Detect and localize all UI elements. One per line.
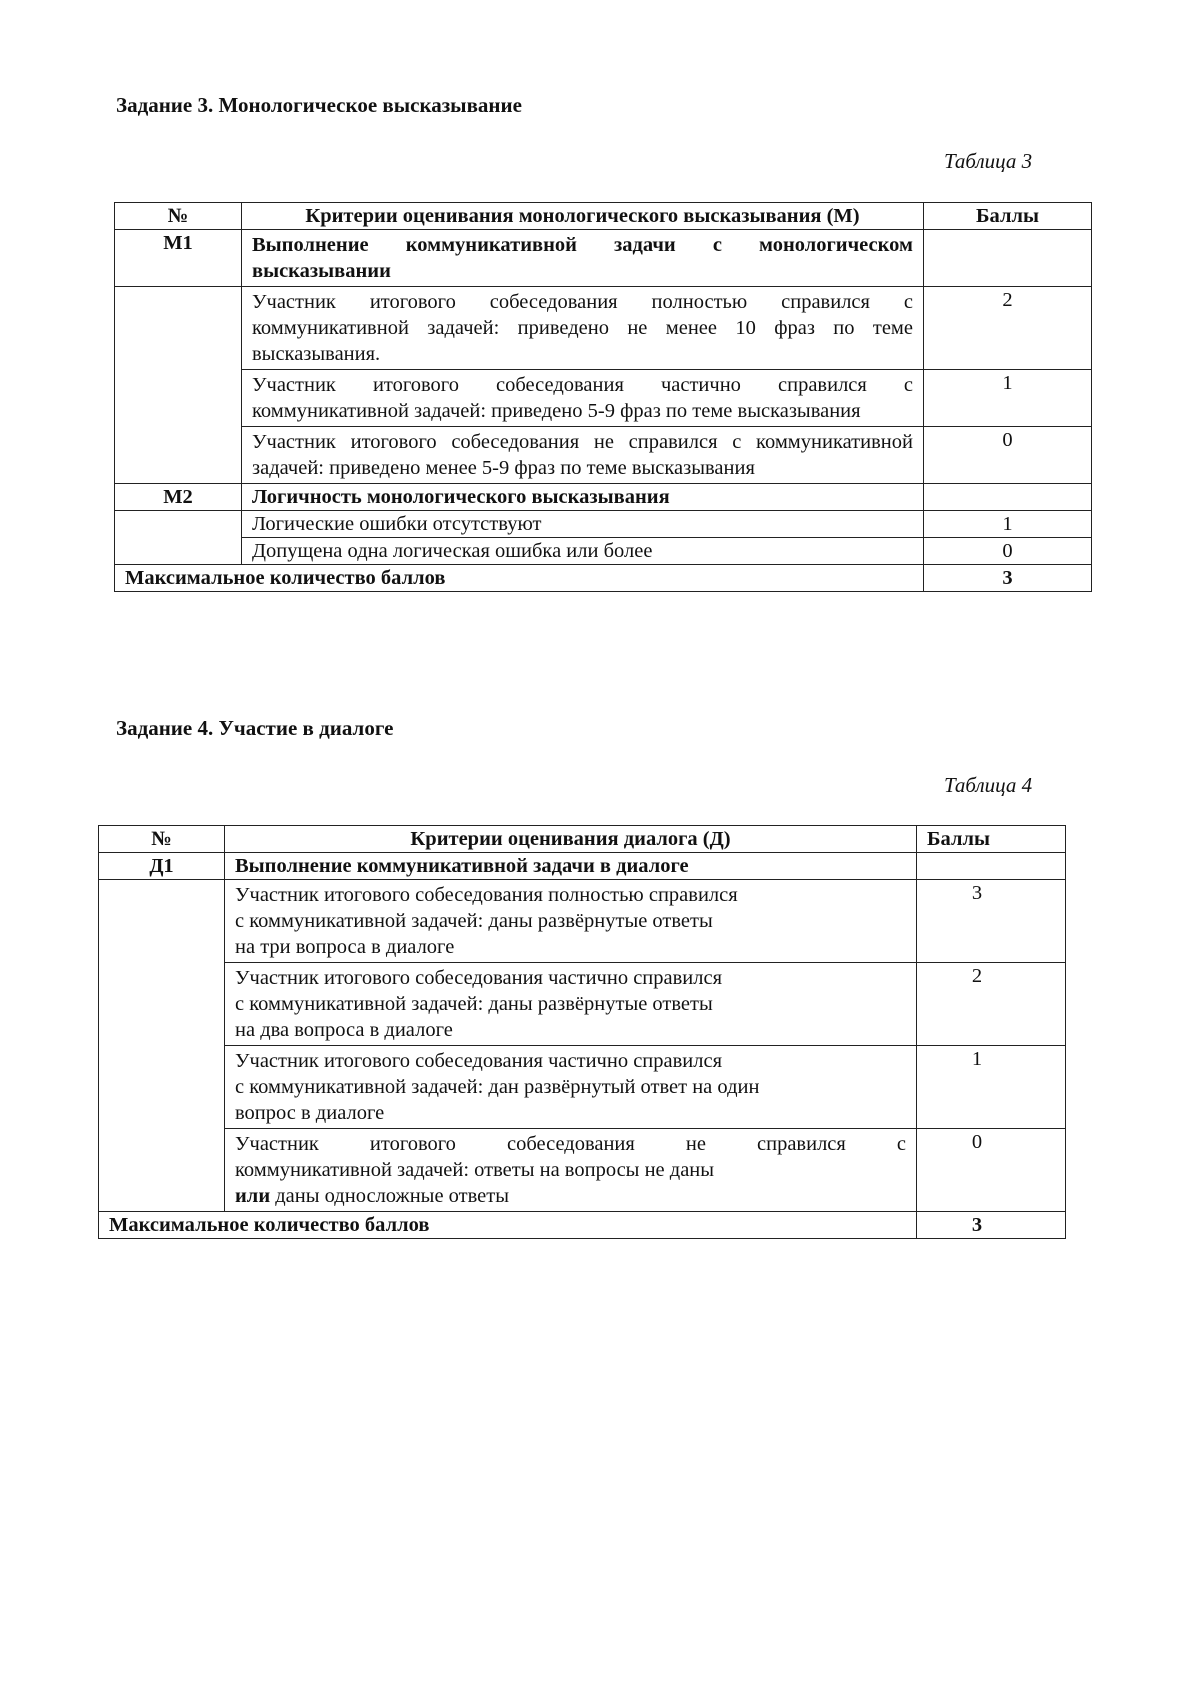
criteria-text: Допущена одна логическая ошибка или более bbox=[242, 538, 924, 565]
d1-code: Д1 bbox=[99, 853, 225, 880]
m2-row bbox=[115, 484, 1092, 511]
table-row bbox=[115, 511, 1092, 538]
m1-num-empty bbox=[115, 287, 242, 484]
m2-code: М2 bbox=[115, 484, 242, 511]
criteria-text: Участник итогового собеседования частично справился с коммуникативной задачей: приведено 5-9 фраз по теме высказывания bbox=[242, 370, 924, 427]
criteria-text bbox=[225, 880, 917, 963]
m1-title: Выполнение коммуникативной задачи с монологическом высказывании bbox=[242, 230, 924, 287]
table-row bbox=[115, 287, 1092, 370]
criteria-line: Участник итогового собеседования полностью справился bbox=[235, 884, 738, 906]
criteria-line: Участник итогового собеседования частично справился bbox=[235, 967, 723, 989]
col-criteria-header: Критерии оценивания монологического высказывания (М) bbox=[242, 203, 924, 230]
criteria-line: Участник итогового собеседования частично справился bbox=[235, 1050, 723, 1072]
points-value: 1 bbox=[924, 511, 1092, 538]
col-num-header: № bbox=[115, 203, 242, 230]
points-value: 0 bbox=[924, 427, 1092, 484]
criteria-emphasis: или bbox=[235, 1185, 271, 1207]
criteria-line: с коммуникативной задачей: даны развёрнутые ответы bbox=[235, 910, 713, 932]
criteria-text bbox=[225, 963, 917, 1046]
table-row bbox=[99, 1046, 1066, 1129]
m1-points-empty bbox=[924, 230, 1092, 287]
max-value: 3 bbox=[917, 1212, 1066, 1239]
points-value: 1 bbox=[924, 370, 1092, 427]
criteria-text: Участник итогового собеседования полностью справился с коммуникативной задачей: приведено не менее 10 фраз по теме высказывания. bbox=[242, 287, 924, 370]
d1-points-empty bbox=[917, 853, 1066, 880]
max-row bbox=[115, 565, 1092, 592]
max-label: Максимальное количество баллов bbox=[115, 565, 924, 592]
m2-title: Логичность монологического высказывания bbox=[242, 484, 924, 511]
m2-points-empty bbox=[924, 484, 1092, 511]
criteria-line-rest: даны односложные ответы bbox=[270, 1185, 509, 1207]
table-row bbox=[115, 427, 1092, 484]
d1-title: Выполнение коммуникативной задачи в диалоге bbox=[225, 853, 917, 880]
table3-header-row bbox=[115, 203, 1092, 230]
d1-num-empty bbox=[99, 880, 225, 1212]
table4-header-row bbox=[99, 826, 1066, 853]
criteria-line bbox=[235, 1183, 906, 1209]
col-points-header: Баллы bbox=[917, 826, 1066, 853]
m1-code: М1 bbox=[115, 230, 242, 287]
max-value: 3 bbox=[924, 565, 1092, 592]
task4-heading: Задание 4. Участие в диалоге bbox=[116, 716, 394, 740]
points-value: 0 bbox=[924, 538, 1092, 565]
criteria-line: коммуникативной задачей: ответы на вопросы не даны bbox=[235, 1159, 715, 1181]
points-value: 3 bbox=[917, 880, 1066, 963]
table-row bbox=[99, 1129, 1066, 1212]
criteria-text: Логические ошибки отсутствуют bbox=[242, 511, 924, 538]
points-value: 0 bbox=[917, 1129, 1066, 1212]
m1-row bbox=[115, 230, 1092, 287]
criteria-line: Участник итогового собеседования не справился с bbox=[235, 1133, 906, 1155]
criteria-text bbox=[225, 1046, 917, 1129]
points-value: 1 bbox=[917, 1046, 1066, 1129]
col-points-header: Баллы bbox=[924, 203, 1092, 230]
max-row bbox=[99, 1212, 1066, 1239]
table-row bbox=[115, 538, 1092, 565]
table4 bbox=[98, 825, 1066, 1239]
table4-caption: Таблица 4 bbox=[944, 773, 1033, 797]
table3 bbox=[114, 202, 1092, 592]
criteria-line: с коммуникативной задачей: дан развёрнутый ответ на один bbox=[235, 1076, 760, 1098]
criteria-line: на два вопроса в диалоге bbox=[235, 1019, 453, 1041]
criteria-text: Участник итогового собеседования не справился с коммуникативной задачей: приведено менее 5-9 фраз по теме высказывания bbox=[242, 427, 924, 484]
m2-num-empty bbox=[115, 511, 242, 565]
max-label: Максимальное количество баллов bbox=[99, 1212, 917, 1239]
points-value: 2 bbox=[924, 287, 1092, 370]
criteria-line: с коммуникативной задачей: даны развёрнутые ответы bbox=[235, 993, 713, 1015]
table-row bbox=[115, 370, 1092, 427]
task3-heading: Задание 3. Монологическое высказывание bbox=[116, 93, 522, 117]
criteria-line: вопрос в диалоге bbox=[235, 1102, 385, 1124]
criteria-line: на три вопроса в диалоге bbox=[235, 936, 455, 958]
table-row bbox=[99, 963, 1066, 1046]
criteria-text bbox=[225, 1129, 917, 1212]
table3-caption: Таблица 3 bbox=[944, 149, 1033, 173]
table-row bbox=[99, 880, 1066, 963]
d1-row bbox=[99, 853, 1066, 880]
col-num-header: № bbox=[99, 826, 225, 853]
points-value: 2 bbox=[917, 963, 1066, 1046]
col-criteria-header: Критерии оценивания диалога (Д) bbox=[225, 826, 917, 853]
